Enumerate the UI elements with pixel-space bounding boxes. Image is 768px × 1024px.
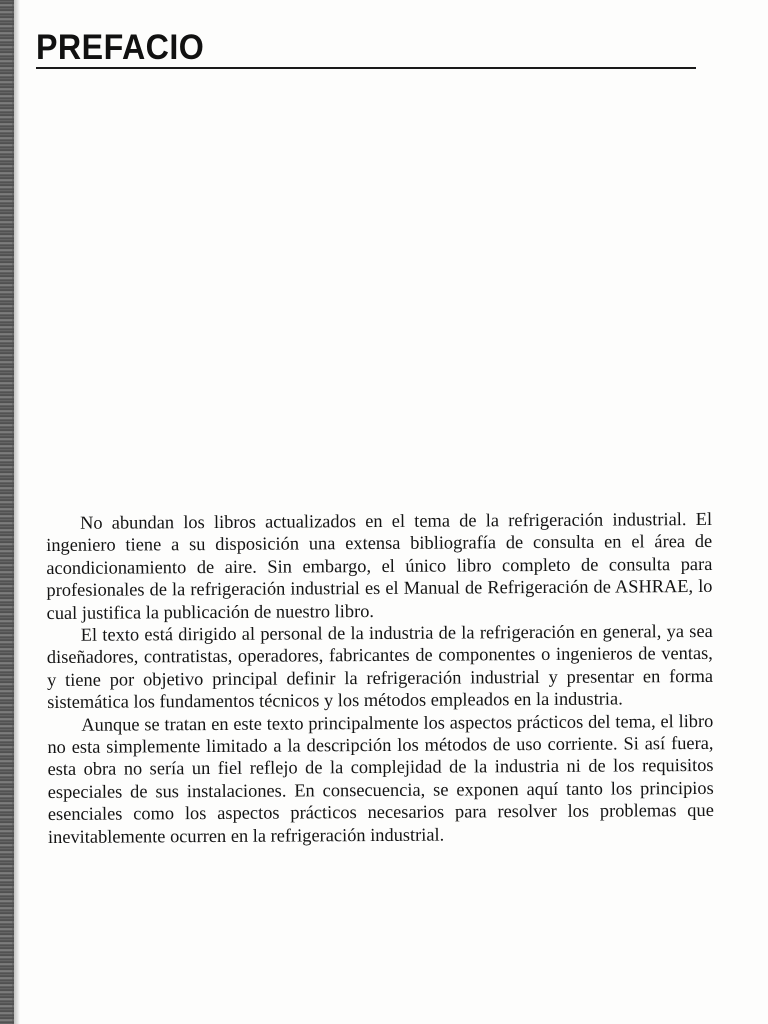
title-underline — [36, 67, 696, 69]
paragraph-2: El texto está dirigido al personal de la industria de la refrigeración en general, ya sea diseñadores, contratistas, operadores, fabricantes de componentes o ingenieros de ventas, y tiene por objetivo principal definir la refrigeración industrial y presentar en forma sistemática los fundamentos técnicos y los métodos empleados en la industria. — [46, 620, 714, 713]
paragraph-3: Aunque se tratan en este texto principalmente los aspectos prácticos del tema, el libro no esta simplemente limitado a la descripción los métodos de uso corriente. Si así fuera, esta obra no sería un fiel reflejo de la complejidad de la industria ni de los requisitos especiales de sus instalaciones. En consecuencia, se exponen aquí tanto los principios esenciales como los aspectos prácticos necesarios para resolver los problemas que inevitablemente ocurren en la refrigeración industrial. — [47, 710, 714, 847]
paragraph-1: No abundan los libros actualizados en el tema de la refrigeración industrial. El ingeniero tiene a su disposición una extensa bibliografía de consulta en el área de acondicionamiento de aire. Sin embargo, el único libro completo de consulta para profesionales de la refrigeración industrial es el Manual de Refrigeración de ASHRAE, lo cual justifica la publicación de nuestro libro. — [46, 508, 713, 623]
preface-body — [46, 508, 714, 848]
page-title: PREFACIO — [36, 28, 205, 67]
scan-edge-gradient — [12, 0, 20, 1024]
